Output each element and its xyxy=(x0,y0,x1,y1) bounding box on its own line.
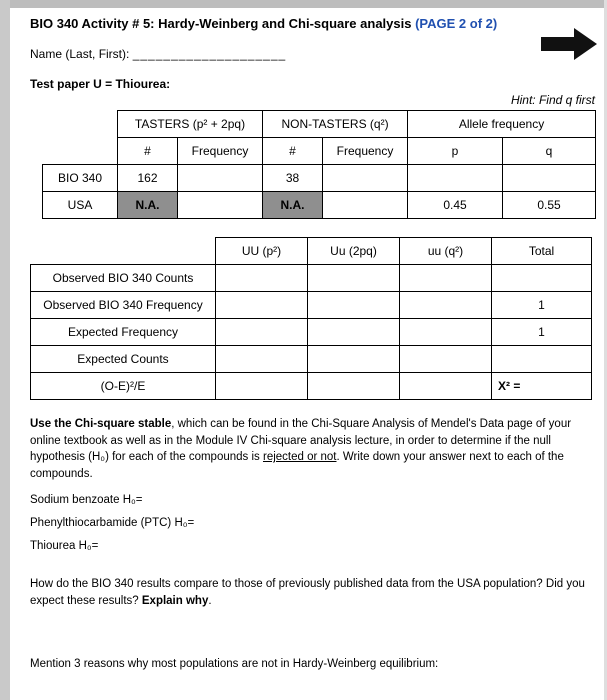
equilibrium-question: Mention 3 reasons why most populations are not in Hardy-Weinberg equilibrium: xyxy=(30,658,439,671)
comparison-question-end: . xyxy=(208,594,212,607)
worksheet-page xyxy=(30,16,595,670)
data-cell-na: N.A. xyxy=(263,192,323,219)
activity-title: BIO 340 Activity # 5: Hardy-Weinberg and Chi-square analysis xyxy=(30,16,412,31)
data-cell xyxy=(308,265,400,292)
comparison-question xyxy=(30,576,595,611)
name-blank-line: ____________________ xyxy=(132,47,287,61)
header-cell-Uu: Uu (2pq) xyxy=(308,238,400,265)
data-cell xyxy=(492,265,592,292)
subheader-cell: Frequency xyxy=(323,138,408,165)
header-cell-allele-frequency: Allele frequency xyxy=(408,111,596,138)
compound-thiourea: Thiourea H₀= xyxy=(30,539,99,552)
header-cell-UU: UU (p²) xyxy=(216,238,308,265)
data-cell xyxy=(178,165,263,192)
instructions-paragraph xyxy=(30,416,595,483)
data-cell xyxy=(178,192,263,219)
page-title xyxy=(30,16,595,31)
data-cell-na: N.A. xyxy=(118,192,178,219)
row-label: BIO 340 xyxy=(43,165,118,192)
header-cell-tasters: TASTERS (p² + 2pq) xyxy=(118,111,263,138)
data-cell: 1 xyxy=(492,319,592,346)
data-cell xyxy=(216,265,308,292)
subheader-cell: q xyxy=(503,138,596,165)
allele-frequency-table xyxy=(42,110,596,219)
chi-square-table xyxy=(30,237,592,400)
table1-group-header-row xyxy=(43,111,596,138)
data-cell xyxy=(323,192,408,219)
hint-text: Hint: Find q first xyxy=(510,93,595,107)
chi-square-result-cell: X² = xyxy=(492,373,592,400)
row-label: (O-E)²/E xyxy=(31,373,216,400)
data-cell xyxy=(216,319,308,346)
instructions-body1: , which can be found in the Chi-Square Analysis of Mendel's Data page of your online textbook as well as in the Module IV Chi-square analysis lecture, in order to determine if the null hypothesis (H₀) for each of the compounds is xyxy=(30,418,572,464)
row-label: Observed BIO 340 Frequency xyxy=(31,292,216,319)
subheader-cell: # xyxy=(118,138,178,165)
data-cell: 38 xyxy=(263,165,323,192)
scan-edge-top xyxy=(0,0,607,8)
table2-row-expected-counts xyxy=(31,346,592,373)
row-label: Observed BIO 340 Counts xyxy=(31,265,216,292)
header-cell-uu: uu (q²) xyxy=(400,238,492,265)
data-cell xyxy=(216,373,308,400)
subheader-cell: Frequency xyxy=(178,138,263,165)
data-cell xyxy=(400,319,492,346)
data-cell xyxy=(308,319,400,346)
table2-row-observed-frequency xyxy=(31,292,592,319)
data-cell xyxy=(308,373,400,400)
header-cell-total: Total xyxy=(492,238,592,265)
table2-row-oe2e xyxy=(31,373,592,400)
name-label: Name (Last, First): xyxy=(30,47,130,61)
data-cell: 0.45 xyxy=(408,192,503,219)
instructions-underlined: rejected or not xyxy=(262,451,337,464)
table2-header-row xyxy=(31,238,592,265)
table1-corner-cell xyxy=(43,111,118,138)
instructions-body2: . Write down your answer next to each of the compounds. xyxy=(30,451,564,481)
table2-corner-cell xyxy=(31,238,216,265)
row-label: Expected Frequency xyxy=(31,319,216,346)
data-cell: 1 xyxy=(492,292,592,319)
table2-row-observed-counts xyxy=(31,265,592,292)
data-cell xyxy=(503,165,596,192)
data-cell xyxy=(492,346,592,373)
data-cell: 162 xyxy=(118,165,178,192)
row-label: USA xyxy=(43,192,118,219)
comparison-question-text: How do the BIO 340 results compare to those of previously published data from the USA population? Did you expect these results? xyxy=(30,577,585,607)
data-cell xyxy=(308,292,400,319)
data-cell xyxy=(400,292,492,319)
data-cell xyxy=(400,346,492,373)
data-cell xyxy=(308,346,400,373)
compound-sodium-benzoate: Sodium benzoate H₀= xyxy=(30,493,143,506)
instructions-bold-lead: Use the Chi-square stable xyxy=(30,418,172,430)
subheader-cell: # xyxy=(263,138,323,165)
name-field-line xyxy=(30,47,595,61)
data-cell xyxy=(216,346,308,373)
data-cell xyxy=(323,165,408,192)
table1-subheader-row xyxy=(43,138,596,165)
test-paper-label: Test paper U = Thiourea: xyxy=(30,77,171,91)
table1-row-bio340 xyxy=(43,165,596,192)
page-indicator: (PAGE 2 of 2) xyxy=(415,16,498,31)
comparison-question-bold: Explain why xyxy=(141,594,209,607)
compound-ptc: Phenylthiocarbamide (PTC) H₀= xyxy=(30,516,195,529)
scan-edge-left xyxy=(0,0,10,700)
data-cell xyxy=(408,165,503,192)
data-cell xyxy=(216,292,308,319)
row-label: Expected Counts xyxy=(31,346,216,373)
data-cell xyxy=(400,265,492,292)
table2-row-expected-frequency xyxy=(31,319,592,346)
table1-corner-cell xyxy=(43,138,118,165)
data-cell: 0.55 xyxy=(503,192,596,219)
table1-row-usa xyxy=(43,192,596,219)
data-cell xyxy=(400,373,492,400)
header-cell-nontasters: NON-TASTERS (q²) xyxy=(263,111,408,138)
subheader-cell: p xyxy=(408,138,503,165)
